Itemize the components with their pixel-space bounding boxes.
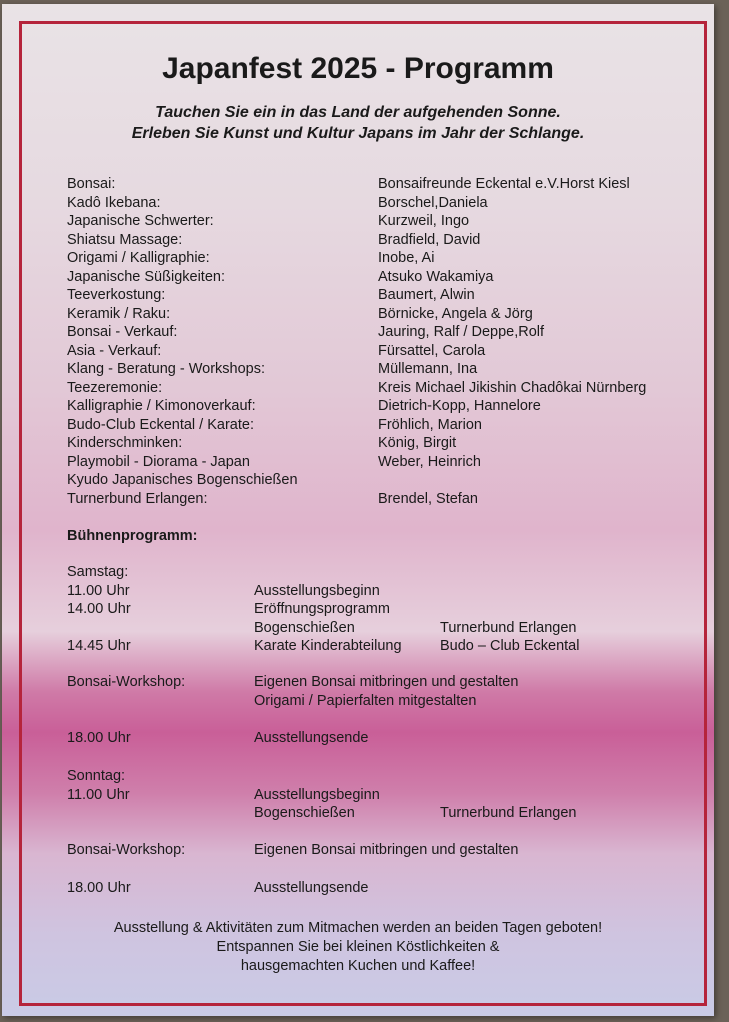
exhibitor-row (67, 250, 687, 269)
host: Fröhlich, Marion (378, 416, 482, 433)
time: 18.00 Uhr (67, 730, 131, 746)
exhibitor-row (67, 306, 687, 325)
footer-line: Ausstellung & Aktivitäten zum Mitmachen werden an beiden Tagen geboten! (113, 920, 603, 936)
exhibitor-row (67, 361, 687, 380)
subtitle-line: Erleben Sie Kunst und Kultur Japans im Jahr der Schlange. (131, 125, 585, 142)
exhibitor-row (67, 491, 687, 510)
activity: Turnerbund Erlangen: (67, 490, 208, 507)
activity: Japanische Süßigkeiten: (67, 268, 225, 285)
host: Jauring, Ralf / Deppe,Rolf (378, 324, 545, 340)
exhibitor-row (67, 324, 687, 343)
sunday-workshop (67, 842, 687, 861)
schedule-row (67, 583, 687, 602)
sunday-end (67, 880, 687, 899)
poster-title: Japanfest 2025 - Programm (162, 52, 554, 85)
saturday-workshop (67, 674, 687, 711)
event: Ausstellungsbeginn (254, 786, 380, 803)
workshop-text: Origami / Papierfalten mitgestalten (254, 692, 477, 709)
workshop-label: Bonsai-Workshop: (67, 842, 186, 858)
exhibitor-row (67, 398, 687, 417)
host: Inobe, Ai (378, 250, 435, 266)
event: Ausstellungsende (254, 880, 369, 896)
activity: Asia - Verkauf: (67, 342, 162, 359)
exhibitor-list (67, 176, 687, 509)
footer-line: hausgemachten Kuchen und Kaffee! (240, 958, 476, 974)
workshop-row (67, 674, 687, 693)
event: Karate Kinderabteilung (254, 638, 402, 654)
workshop-text: Eigenen Bonsai mitbringen und gestalten (254, 842, 519, 858)
host: Müllemann, Ina (378, 361, 478, 377)
time: 11.00 Uhr (67, 786, 130, 803)
host: Turnerbund Erlangen (440, 619, 577, 636)
time: 18.00 Uhr (67, 880, 131, 896)
workshop-row (67, 842, 687, 861)
exhibitor-row (67, 454, 687, 473)
activity: Kadô Ikebana: (67, 194, 161, 211)
host: Kurzweil, Ingo (378, 213, 470, 229)
event: Eröffnungsprogramm (254, 601, 390, 617)
host: Atsuko Wakamiya (378, 268, 494, 285)
exhibitor-row (67, 213, 687, 232)
activity: Bonsai: (67, 176, 116, 192)
host: König, Birgit (378, 435, 457, 451)
time: 14.00 Uhr (67, 601, 131, 617)
host: Dietrich-Kopp, Hannelore (378, 398, 541, 414)
exhibitor-row (67, 343, 687, 362)
exhibitor-row (67, 417, 687, 436)
activity: Bonsai - Verkauf: (67, 324, 178, 340)
saturday-schedule (67, 564, 687, 657)
poster-sheet (2, 4, 714, 1016)
day-label: Sonntag: (67, 768, 126, 784)
exhibitor-row (67, 269, 687, 288)
host: Baumert, Alwin (378, 287, 475, 303)
event: Bogenschießen (254, 619, 355, 636)
exhibitor-row (67, 176, 687, 195)
exhibitor-row (67, 435, 687, 454)
day-label: Samstag: (67, 564, 129, 580)
activity: Teeverkostung: (67, 287, 166, 303)
host: Fürsattel, Carola (378, 342, 486, 359)
activity: Kyudo Japanisches Bogenschießen (67, 472, 298, 488)
activity: Teezeremonie: (67, 379, 163, 396)
activity: Kalligraphie / Kimonoverkauf: (67, 398, 256, 414)
host: Borschel,Daniela (378, 194, 488, 211)
day-label-row (67, 768, 687, 787)
host: Börnicke, Angela & Jörg (378, 305, 533, 322)
exhibitor-row (67, 380, 687, 399)
exhibitor-row (67, 472, 687, 491)
host: Kreis Michael Jikishin Chadôkai Nürnberg (378, 379, 647, 396)
day-label-row (67, 564, 687, 583)
host: Brendel, Stefan (378, 490, 478, 507)
event: Bogenschießen (254, 805, 355, 821)
footer-line: Entspannen Sie bei kleinen Köstlichkeiten & (216, 939, 500, 955)
workshop-label: Bonsai-Workshop: (67, 674, 186, 690)
exhibitor-row (67, 195, 687, 214)
schedule-row (67, 620, 687, 639)
workshop-text: Eigenen Bonsai mitbringen und gestalten (254, 674, 519, 690)
activity: Origami / Kalligraphie: (67, 250, 210, 266)
event: Ausstellungsbeginn (254, 582, 380, 599)
time: 11.00 Uhr (67, 582, 130, 599)
activity: Japanische Schwerter: (67, 213, 214, 229)
activity: Kinderschminken: (67, 435, 183, 451)
subtitle (2, 102, 714, 144)
schedule-row (67, 601, 687, 620)
sunday-schedule (67, 768, 687, 824)
workshop-row (67, 693, 687, 712)
exhibitor-row (67, 232, 687, 251)
time: 14.45 Uhr (67, 638, 131, 654)
saturday-end (67, 730, 687, 749)
schedule-row (67, 805, 687, 824)
activity: Shiatsu Massage: (67, 231, 183, 248)
host: Bradfield, David (378, 231, 481, 248)
host: Bonsaifreunde Eckental e.V.Horst Kiesl (378, 176, 630, 192)
host: Weber, Heinrich (378, 453, 481, 470)
activity: Klang - Beratung - Workshops: (67, 361, 265, 377)
schedule-row (67, 880, 687, 899)
event: Ausstellungsende (254, 730, 369, 746)
activity: Budo-Club Eckental / Karate: (67, 416, 254, 433)
footer-note (2, 919, 714, 976)
schedule-row (67, 730, 687, 749)
activity: Playmobil - Diorama - Japan (67, 453, 250, 470)
host: Turnerbund Erlangen (440, 805, 577, 821)
schedule-row (67, 638, 687, 657)
schedule-row (67, 787, 687, 806)
subtitle-line: Tauchen Sie ein in das Land der aufgehenden Sonne. (155, 104, 561, 121)
exhibitor-row (67, 287, 687, 306)
stage-program-heading: Bühnenprogramm: (67, 528, 198, 544)
activity: Keramik / Raku: (67, 305, 171, 322)
host: Budo – Club Eckental (440, 638, 580, 654)
